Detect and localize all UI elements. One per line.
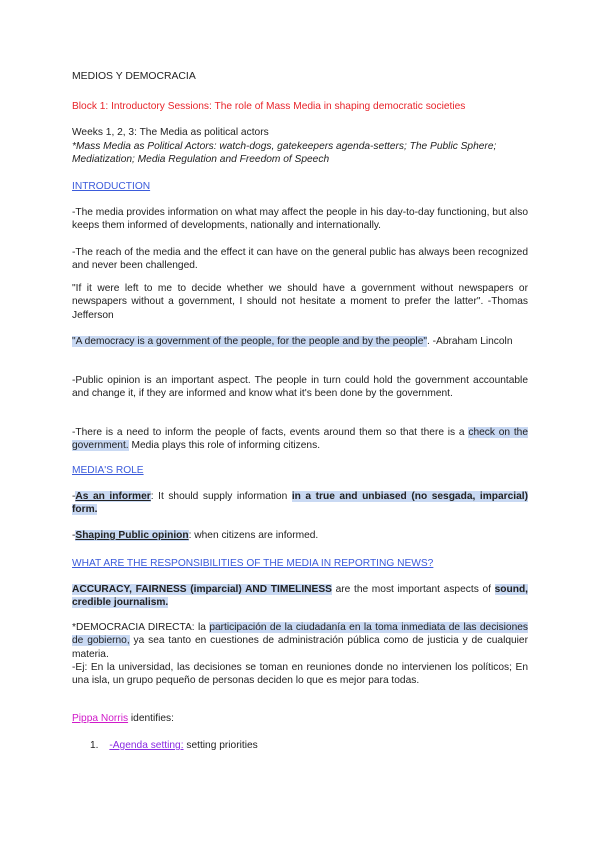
inform-start: -There is a need to inform the people of facts, events around them so that there is a <box>72 427 469 438</box>
resp-highlight-2: sound, credible journalism. <box>72 584 528 609</box>
responsibilities-link[interactable]: WHAT ARE THE RESPONSIBILITIES OF THE MEDIA IN REPORTING NEWS? <box>72 558 434 569</box>
list-text: setting priorities <box>183 740 258 751</box>
dd-text2: ya sea tanto en cuestiones de administración pública como de justicia y de cualquier materia. <box>72 635 528 660</box>
public-opinion-paragraph: -Public opinion is an important aspect. The people in turn could hold the government accountable and change it, if they are informed and know what it's been done by the government. <box>72 375 528 400</box>
list-number: 1. <box>90 740 99 751</box>
role1-text: : It should supply information <box>150 491 292 502</box>
list-item-agenda-setting <box>90 739 258 752</box>
norris-line <box>72 712 528 725</box>
inform-highlight: check on the government. <box>72 427 528 452</box>
role1-highlight: in a true and unbiased (no sesgada, imparcial) form. <box>72 491 528 516</box>
role-shaping-opinion <box>72 529 528 542</box>
intro-paragraph-1: -The media provides information on what may affect the people in his day-to-day functioning, but also keeps them informed of developments, nationally and internationally. <box>72 207 528 232</box>
topics-line: *Mass Media as Political Actors: watch-dogs, gatekeepers agenda-setters; The Public Sphere; Mediatization; Media Regulation and Freedom of Speech <box>72 141 497 166</box>
medias-role-heading[interactable] <box>72 464 528 477</box>
agenda-setting-link[interactable]: -Agenda setting: <box>109 740 184 751</box>
dd-label: *DEMOCRACIA DIRECTA: <box>72 622 195 633</box>
block-heading: Block 1: Introductory Sessions: The role of Mass Media in shaping democratic societies <box>72 101 466 112</box>
inform-end: Media plays this role of informing citizens. <box>128 440 321 452</box>
role1-dash: - <box>72 491 76 502</box>
intro-paragraph-2: -The reach of the media and the effect it can have on the general public has always been recognized and never been challenged. <box>72 247 528 272</box>
introduction-link[interactable]: INTRODUCTION <box>72 181 151 192</box>
weeks-line: Weeks 1, 2, 3: The Media as political actors <box>72 127 269 138</box>
example-paragraph: -Ej: En la universidad, las decisiones se toman en reuniones donde no intervienen los políticos; En una isla, un grupo pequeño de personas deciden lo que es mejor para todas. <box>72 662 528 687</box>
medias-role-link[interactable]: MEDIA'S ROLE <box>72 465 144 476</box>
role-informer <box>72 490 528 517</box>
resp-highlight-1: ACCURACY, FAIRNESS (imparcial) AND TIMELINESS <box>72 584 332 595</box>
pippa-norris-link[interactable]: Pippa Norris <box>72 713 129 724</box>
inform-paragraph <box>72 426 528 453</box>
responsibilities-heading[interactable] <box>72 557 528 570</box>
role2-label: Shaping Public opinion <box>75 530 189 541</box>
dd-highlight: participación de la ciudadanía en la toma inmediata de las decisiones de gobierno, <box>72 622 529 647</box>
role2-dash: - <box>72 530 76 541</box>
norris-text: identifies: <box>128 713 174 724</box>
responsibilities-paragraph <box>72 583 528 610</box>
document-title: MEDIOS Y DEMOCRACIA <box>72 71 196 82</box>
lincoln-quote-highlight: "A democracy is a government of the people, for the people and by the people" <box>72 336 427 347</box>
democracia-directa-paragraph <box>72 621 528 661</box>
role1-label: As an informer <box>75 491 151 502</box>
resp-mid: are the most important aspects of <box>331 584 495 595</box>
jefferson-quote: "If it were left to me to decide whether we should have a government without newspapers or newspapers without a government, I should not hesitate a moment to prefer the latter". -Thomas Jefferson <box>72 283 528 321</box>
dd-text1: la <box>194 622 210 633</box>
introduction-heading[interactable] <box>72 180 528 193</box>
role2-text: : when citizens are informed. <box>188 530 319 541</box>
lincoln-quote <box>72 335 528 348</box>
lincoln-quote-end: . -Abraham Lincoln <box>426 336 513 347</box>
